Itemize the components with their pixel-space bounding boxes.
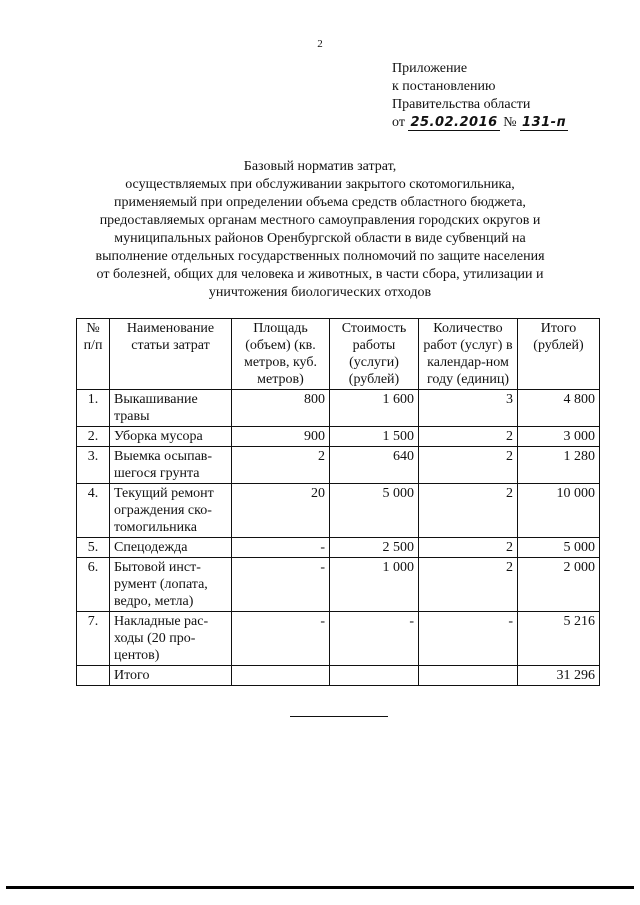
table-header-row — [77, 319, 600, 390]
cell-qty: 2 — [419, 447, 518, 484]
bottom-border — [6, 886, 634, 889]
table-row — [77, 558, 600, 612]
cell-qty: 2 — [419, 484, 518, 538]
title-line-4: предоставляемых органам местного самоуправления городских округов и — [99, 213, 541, 228]
cell-total: 10 000 — [518, 484, 600, 538]
cell-name: Выемка осыпав-шегося грунта — [110, 447, 232, 484]
cell-area: - — [232, 558, 330, 612]
table-total-row — [77, 666, 600, 686]
cell-total: 5 000 — [518, 538, 600, 558]
title-line-1: Базовый норматив затрат, — [243, 159, 397, 174]
title-line-2: осуществляемых при обслуживании закрытого скотомогильника, — [125, 177, 515, 192]
cell-num: 5. — [77, 538, 110, 558]
cell-empty — [232, 666, 330, 686]
cell-cost: 640 — [330, 447, 419, 484]
cell-cost: 5 000 — [330, 484, 419, 538]
table-row — [77, 484, 600, 538]
header-qty: Количество работ (услуг) в календар-ном году (единиц) — [419, 319, 518, 390]
appendix-line-1: Приложение — [392, 61, 468, 76]
cell-area: - — [232, 612, 330, 666]
cell-total: 2 000 — [518, 558, 600, 612]
table-row — [77, 538, 600, 558]
cell-area: 2 — [232, 447, 330, 484]
page-number: 2 — [317, 38, 323, 50]
cell-area: 800 — [232, 390, 330, 427]
cell-qty: - — [419, 612, 518, 666]
appendix-date-line — [392, 114, 622, 132]
cell-num: 3. — [77, 447, 110, 484]
cell-area: 20 — [232, 484, 330, 538]
document-title — [60, 158, 580, 302]
appendix-line-2: к постановлению — [392, 79, 496, 94]
cell-total: 5 216 — [518, 612, 600, 666]
cell-name: Бытовой инст-румент (лопата, ведро, метла) — [110, 558, 232, 612]
cell-cost: 1 000 — [330, 558, 419, 612]
cell-cost: 1 600 — [330, 390, 419, 427]
date-prefix: от — [392, 115, 405, 130]
total-label: Итого — [110, 666, 232, 686]
cell-total: 3 000 — [518, 427, 600, 447]
cell-name: Текущий ремонт ограждения ско-томогильника — [110, 484, 232, 538]
cell-name: Уборка мусора — [110, 427, 232, 447]
cell-name: Накладные рас-ходы (20 про-центов) — [110, 612, 232, 666]
cell-name: Спецодежда — [110, 538, 232, 558]
closing-rule — [290, 716, 388, 717]
header-name: Наименование статьи затрат — [110, 319, 232, 390]
cell-cost: - — [330, 612, 419, 666]
header-num: № п/п — [77, 319, 110, 390]
cell-empty — [77, 666, 110, 686]
title-line-8: уничтожения биологических отходов — [208, 285, 432, 300]
table-row — [77, 390, 600, 427]
header-cost: Стоимость работы (услуги) (рублей) — [330, 319, 419, 390]
header-total: Итого (рублей) — [518, 319, 600, 390]
table-row — [77, 612, 600, 666]
cell-num: 7. — [77, 612, 110, 666]
cell-total: 1 280 — [518, 447, 600, 484]
cell-num: 6. — [77, 558, 110, 612]
title-line-3: применяемый при определении объема средств областного бюджета, — [114, 195, 526, 210]
cell-cost: 2 500 — [330, 538, 419, 558]
number-sign: № — [503, 115, 517, 130]
cell-area: - — [232, 538, 330, 558]
appendix-block — [392, 60, 622, 132]
cell-empty — [419, 666, 518, 686]
cell-total: 4 800 — [518, 390, 600, 427]
cell-qty: 2 — [419, 558, 518, 612]
cell-cost: 1 500 — [330, 427, 419, 447]
appendix-line-3: Правительства области — [392, 97, 531, 112]
header-area: Площадь (объем) (кв. метров, куб. метров) — [232, 319, 330, 390]
table-row — [77, 447, 600, 484]
cell-num: 2. — [77, 427, 110, 447]
cell-qty: 2 — [419, 427, 518, 447]
grand-total: 31 296 — [518, 666, 600, 686]
table-row — [77, 427, 600, 447]
cell-qty: 2 — [419, 538, 518, 558]
cell-num: 4. — [77, 484, 110, 538]
cost-table — [76, 318, 600, 686]
cell-num: 1. — [77, 390, 110, 427]
handwritten-number: 131-п — [522, 115, 567, 130]
handwritten-date: 25.02.2016 — [410, 115, 498, 130]
title-line-7: от болезней, общих для человека и животных, в части сбора, утилизации и — [96, 267, 544, 282]
cell-name: Выкашивание травы — [110, 390, 232, 427]
cell-qty: 3 — [419, 390, 518, 427]
title-line-5: муниципальных районов Оренбургской области в виде субвенций на — [114, 231, 526, 246]
cell-empty — [330, 666, 419, 686]
cell-area: 900 — [232, 427, 330, 447]
title-line-6: выполнение отдельных государственных полномочий по защите населения — [95, 249, 545, 264]
